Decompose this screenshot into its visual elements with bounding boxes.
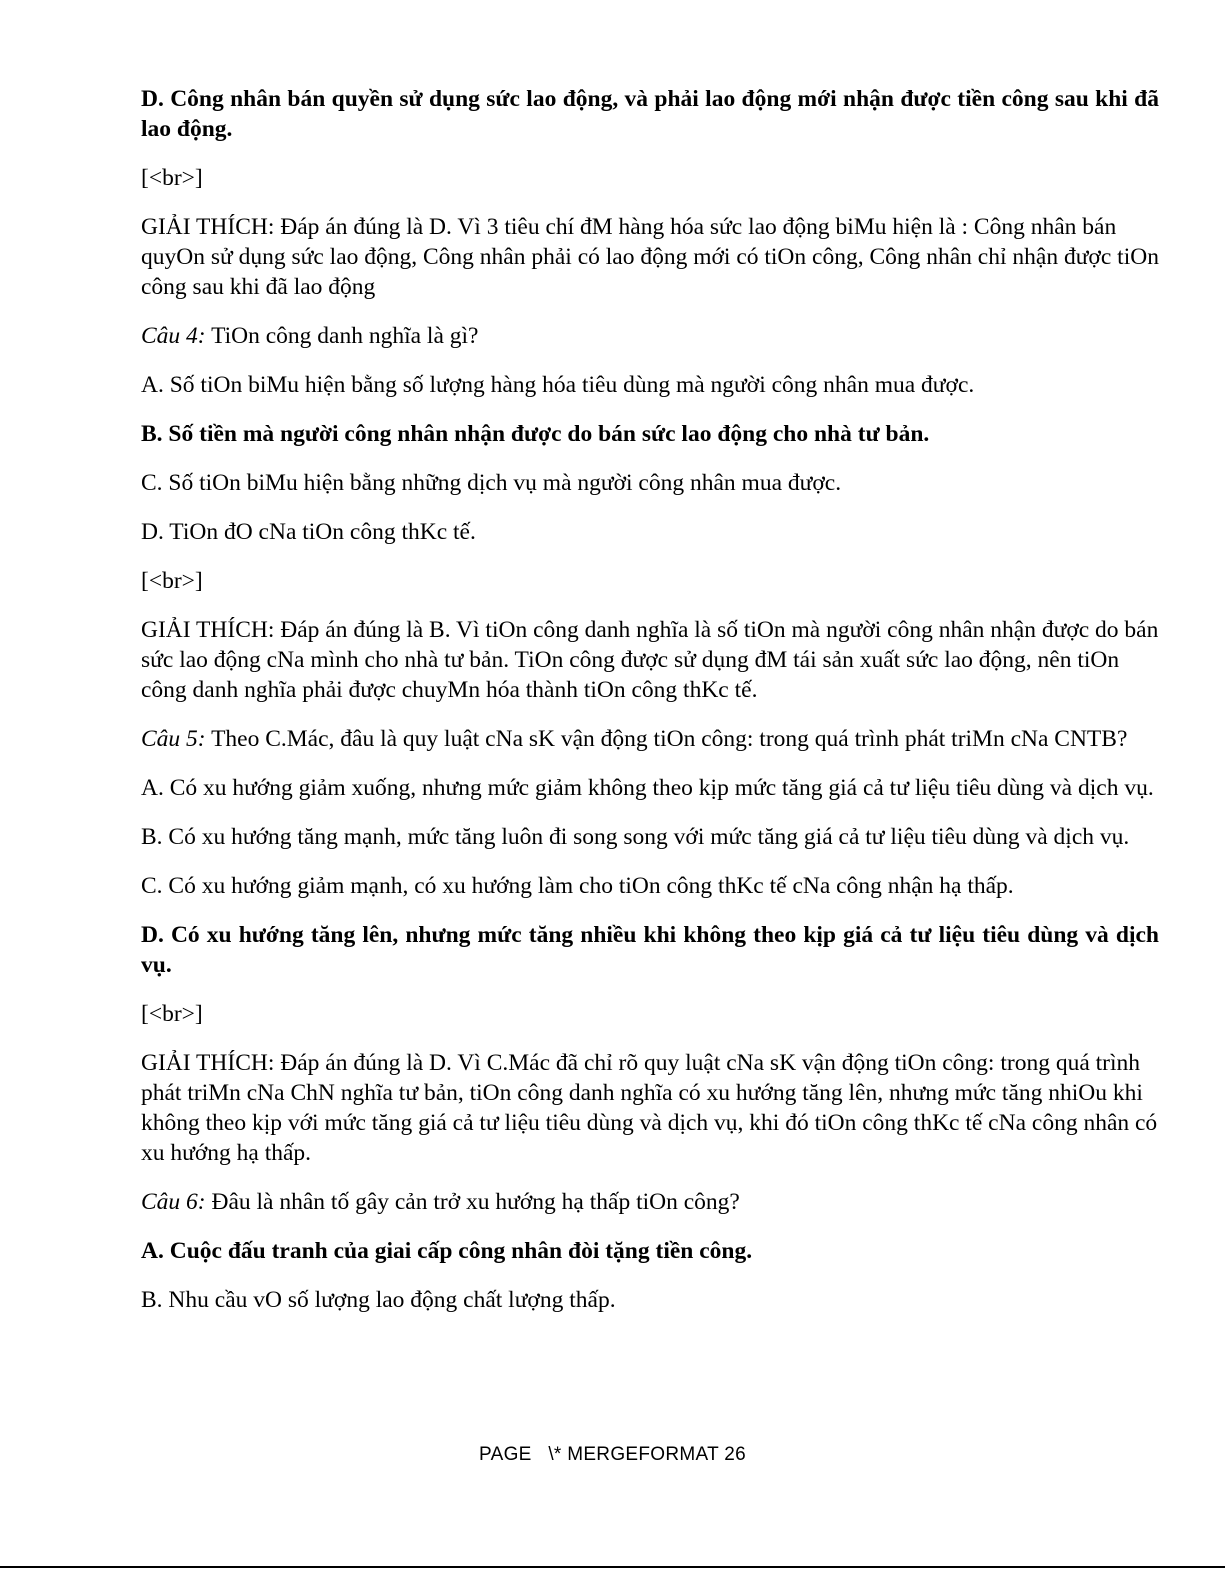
answer-a: A. Có xu hướng giảm xuống, nhưng mức giảm không theo kịp mức tăng giá cả tư liệu tiêu dùng và dịch vụ. xyxy=(141,775,1154,801)
line-break-marker: [<br>] xyxy=(141,1001,203,1027)
answer-d-correct: D. Công nhân bán quyền sử dụng sức lao động, và phải lao động mới nhận được tiền công sau khi đã lao động. xyxy=(141,86,1159,142)
answer-c: C. Có xu hướng giảm mạnh, có xu hướng làm cho tiOn công thKc tế cNa công nhận hạ thấp. xyxy=(141,873,1014,899)
page-bottom-edge xyxy=(0,1566,1225,1568)
explanation: GIẢI THÍCH: Đáp án đúng là D. Vì 3 tiêu chí đM hàng hóa sức lao động biMu hiện là : Công nhân bán quyOn sử dụng sức lao động, Công nhân phải có lao động mới có tiOn công, Công nhân chỉ nhận được tiOn công sau khi đã lao động xyxy=(141,214,1159,300)
explanation: GIẢI THÍCH: Đáp án đúng là B. Vì tiOn công danh nghĩa là số tiOn mà người công nhân nhận được do bán sức lao động cNa mình cho nhà tư bản. TiOn công được sử dụng đM tái sản xuất sức lao động, nên tiOn công danh nghĩa phải được chuyMn hóa thành tiOn công thKc tế. xyxy=(141,617,1159,703)
line-break-marker: [<br>] xyxy=(141,568,203,594)
question-6 xyxy=(141,1187,1159,1217)
question-text: TiOn công danh nghĩa là gì? xyxy=(205,323,479,349)
page-number-field: PAGE \* MERGEFORMAT 26 xyxy=(479,1444,746,1465)
question-4 xyxy=(141,321,1159,351)
question-5 xyxy=(141,724,1159,754)
question-text: Đâu là nhân tố gây cản trở xu hướng hạ thấp tiOn công? xyxy=(205,1189,740,1215)
answer-d-correct: D. Có xu hướng tăng lên, nhưng mức tăng nhiều khi không theo kịp giá cả tư liệu tiêu dùng và dịch vụ. xyxy=(141,922,1159,978)
answer-a: A. Số tiOn biMu hiện bằng số lượng hàng hóa tiêu dùng mà người công nhân mua được. xyxy=(141,372,975,398)
answer-a-correct: A. Cuộc đấu tranh của giai cấp công nhân đòi tặng tiền công. xyxy=(141,1238,753,1264)
question-label: Câu 4: xyxy=(141,323,206,349)
question-label: Câu 6: xyxy=(141,1189,206,1215)
answer-c: C. Số tiOn biMu hiện bằng những dịch vụ mà người công nhân mua được. xyxy=(141,470,842,496)
answer-d: D. TiOn đO cNa tiOn công thKc tế. xyxy=(141,519,476,545)
answer-b: B. Nhu cầu vO số lượng lao động chất lượng thấp. xyxy=(141,1287,616,1313)
document-body xyxy=(141,84,1159,1334)
page-footer xyxy=(0,1444,1225,1466)
answer-b-correct: B. Số tiền mà người công nhân nhận được do bán sức lao động cho nhà tư bản. xyxy=(141,421,930,447)
question-label: Câu 5: xyxy=(141,726,206,752)
question-text: Theo C.Mác, đâu là quy luật cNa sK vận động tiOn công: trong quá trình phát triMn cNa CNTB? xyxy=(205,726,1128,752)
answer-b: B. Có xu hướng tăng mạnh, mức tăng luôn đi song song với mức tăng giá cả tư liệu tiêu dùng và dịch vụ. xyxy=(141,824,1130,850)
line-break-marker: [<br>] xyxy=(141,165,203,191)
explanation: GIẢI THÍCH: Đáp án đúng là D. Vì C.Mác đã chỉ rõ quy luật cNa sK vận động tiOn công: trong quá trình phát triMn cNa ChN nghĩa tư bản, tiOn công danh nghĩa có xu hướng tăng lên, nhưng mức tăng nhiOu khi không theo kịp với mức tăng giá cả tư liệu tiêu dùng và dịch vụ, khi đó tiOn công thKc tế cNa công nhân có xu hướng hạ thấp. xyxy=(141,1050,1158,1166)
